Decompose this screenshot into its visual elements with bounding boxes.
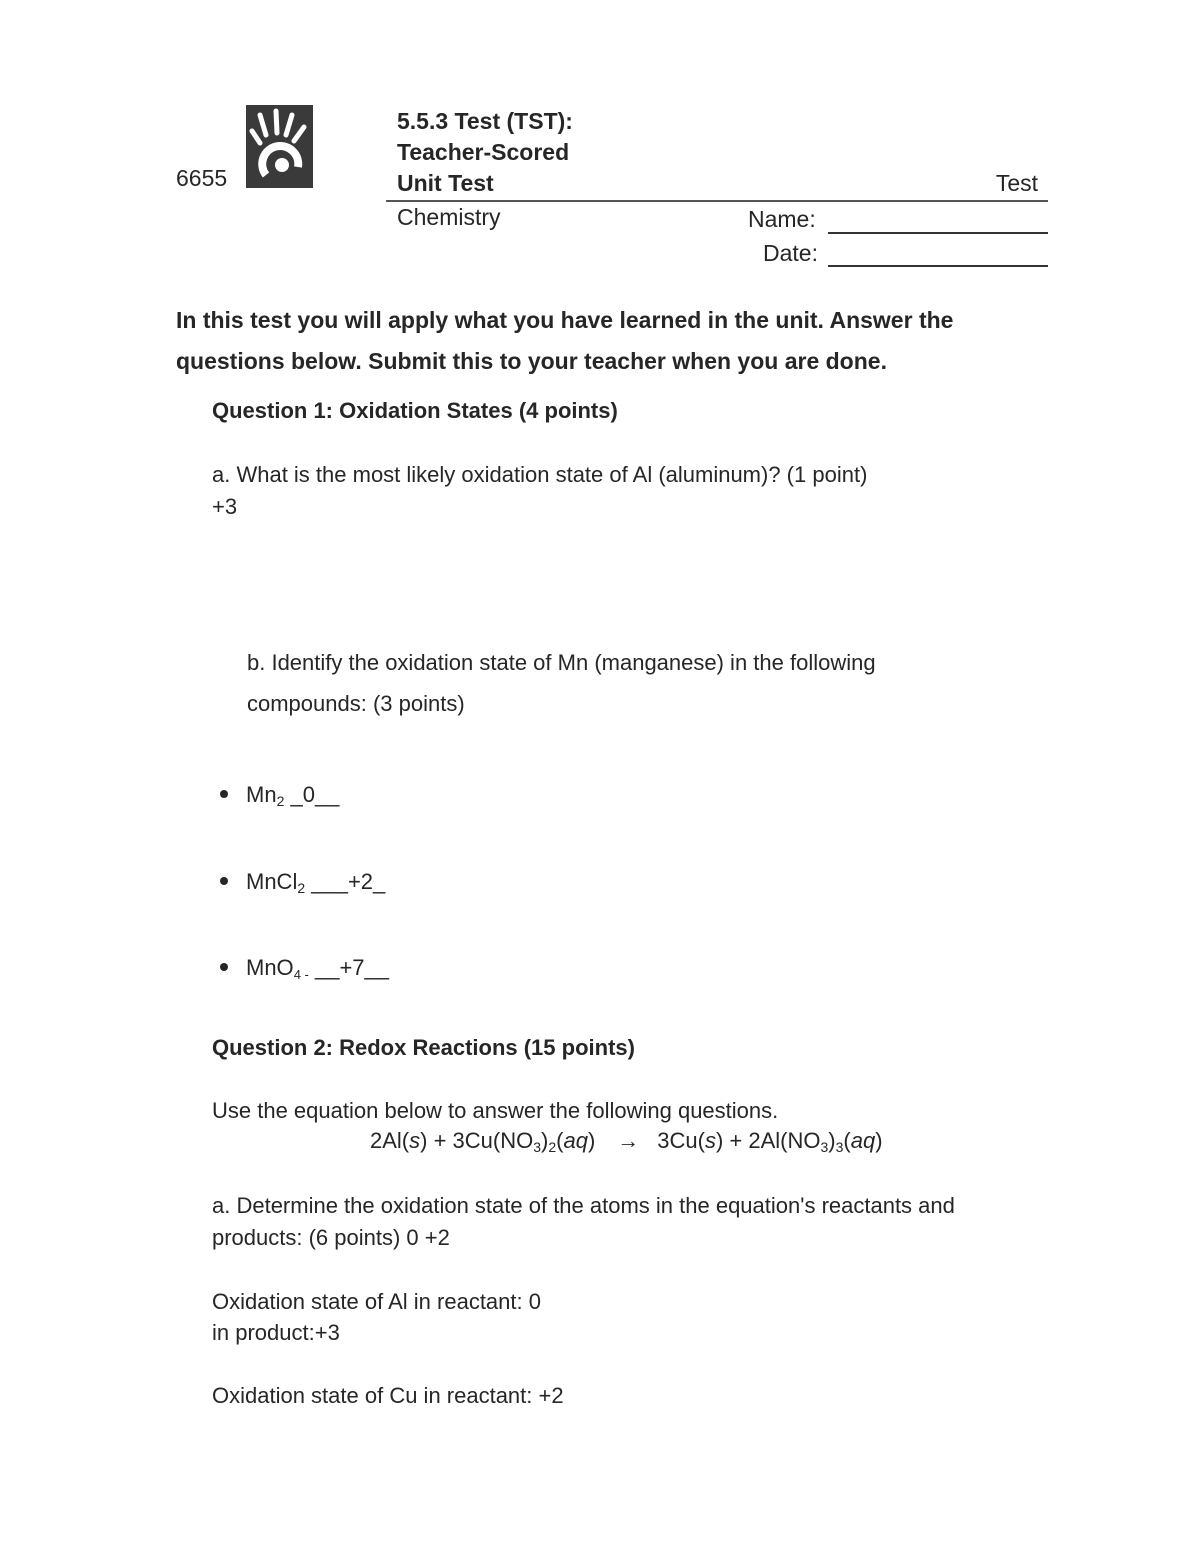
document-code: 6655 — [176, 165, 228, 191]
question-2-instruction: Use the equation below to answer the following questions. — [212, 1098, 779, 1123]
list-item: MnO4 - __+7__ — [220, 955, 389, 982]
redox-equation: $2Al(s) + 3Cu(NO_3)_2(aq) \to 3Cu(s) + 2Al(NO_3)_3(aq)$ — [370, 1128, 883, 1155]
test-title-line-3: Unit Test — [397, 170, 494, 196]
bullet-icon — [220, 877, 228, 885]
name-field[interactable] — [828, 232, 1048, 234]
reaction-arrow-icon: → — [617, 1128, 640, 1153]
test-title-line-2: Teacher-Scored — [397, 139, 570, 165]
question-1a-prompt: a. What is the most likely oxidation state of Al (aluminum)? (1 point) — [212, 462, 868, 487]
question-2a-prompt-line-1: a. Determine the oxidation state of the atoms in the equation's reactants and — [212, 1193, 955, 1218]
question-2a-prompt-line-2: products: (6 points) 0 +2 — [212, 1225, 450, 1250]
cu-reactant-answer: Oxidation state of Cu in reactant: +2 — [212, 1383, 564, 1408]
bullet-icon — [220, 963, 228, 971]
list-item: $Mn_2$ _0__ — [220, 782, 339, 809]
name-label: Name: — [748, 206, 816, 232]
question-1b-prompt-line-2: compounds: (3 points) — [247, 691, 465, 716]
al-reactant-answer: Oxidation state of Al in reactant: 0 — [212, 1289, 541, 1314]
question-1b-prompt-line-1: b. Identify the oxidation state of Mn (manganese) in the following — [247, 650, 876, 675]
question-1a-answer: +3 — [212, 494, 238, 519]
test-title-line-1: 5.5.3 Test (TST): — [397, 108, 573, 134]
al-product-answer: in product:+3 — [212, 1320, 340, 1345]
date-label: Date: — [763, 240, 818, 266]
document-type: Test — [995, 170, 1038, 196]
question-2-heading: Question 2: Redox Reactions (15 points) — [212, 1035, 635, 1060]
subject-label: Chemistry — [397, 204, 501, 230]
header-divider — [386, 200, 1048, 202]
date-field[interactable] — [828, 265, 1048, 267]
bullet-icon — [220, 790, 228, 798]
list-item: MnCl$_2$ ___+2_ — [220, 869, 385, 896]
sun-logo-icon — [246, 105, 313, 188]
intro-instructions: In this test you will apply what you have learned in the unit. Answer the questions below. Submit this to your teacher when you are done. — [176, 307, 954, 374]
question-1-heading: Question 1: Oxidation States (4 points) — [212, 398, 618, 423]
